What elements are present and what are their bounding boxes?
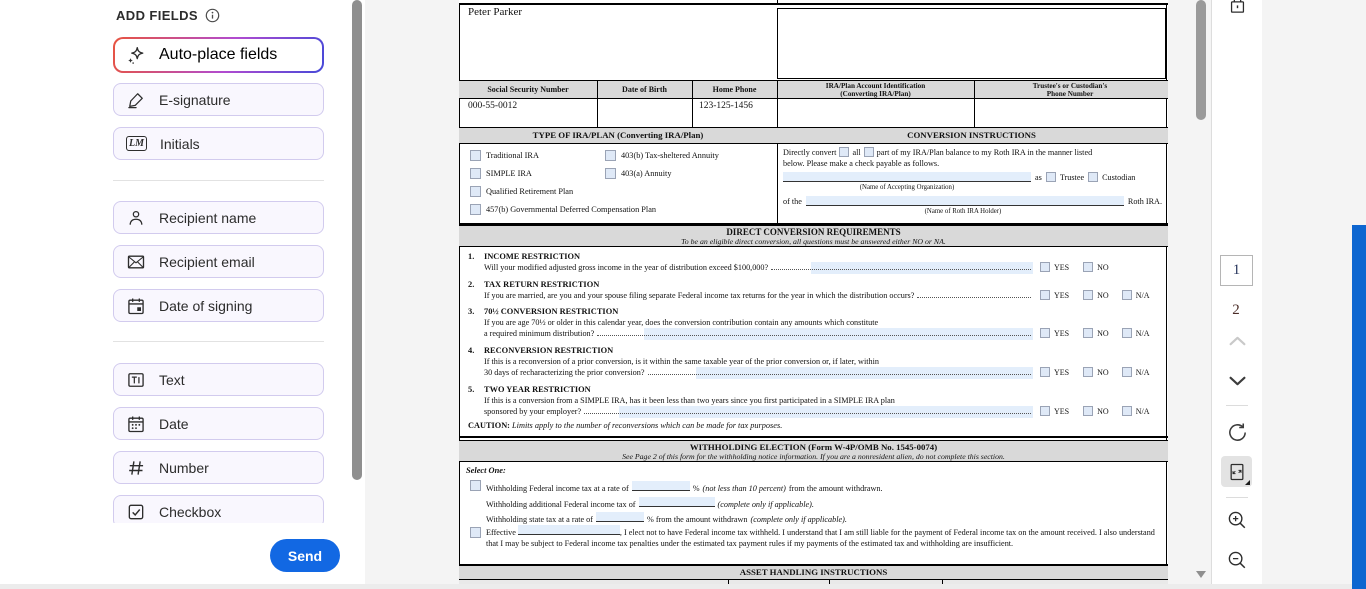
dotted-leader: [771, 269, 1031, 270]
col-header-trustee-line2: Phone Number: [1046, 89, 1094, 98]
initials-button[interactable]: [113, 127, 324, 160]
withholding-option2: [486, 497, 1136, 509]
q4-no-label: NO: [1097, 367, 1109, 377]
date-field-button[interactable]: [113, 407, 324, 440]
q2-title: TAX RETURN RESTRICTION: [484, 280, 600, 289]
number-field-button[interactable]: [113, 451, 324, 484]
select-one-label: Select One:: [466, 466, 506, 475]
col-header-dob: Date of Birth: [622, 85, 667, 94]
e-signature-label: E-signature: [159, 91, 231, 108]
q4-na-checkbox[interactable]: [1122, 367, 1132, 377]
q4-no-checkbox[interactable]: [1083, 367, 1093, 377]
q4-options: [1040, 367, 1149, 377]
info-icon[interactable]: [205, 8, 220, 23]
traditional-ira-label: Traditional IRA: [486, 151, 539, 160]
dotted-leader: [597, 335, 1031, 336]
simple-ira-label: SIMPLE IRA: [486, 169, 532, 178]
name-row-empty-cell: [777, 8, 1166, 79]
qualified-plan-label: Qualified Retirement Plan: [486, 187, 574, 196]
federal-rate-field[interactable]: [632, 481, 690, 491]
q1-yes-label: YES: [1054, 262, 1070, 272]
q5-text-line1: If this is a conversion from a SIMPLE IRA, has it been less than two years since you first participated in a SIMPLE IRA plan: [484, 396, 895, 405]
date-of-signing-button[interactable]: [113, 289, 324, 322]
opt1-pre: Withholding Federal income tax at a rate of: [486, 484, 629, 493]
opt3-italic: (complete only if applicable).: [750, 515, 847, 524]
403b-annuity-checkbox[interactable]: [605, 150, 616, 161]
caution-text: Limits apply to the number of reconversions which can be made for tax purposes.: [512, 421, 783, 430]
withholding-title: WITHHOLDING ELECTION (Form W-4P/OMB No. 1545-0074): [689, 442, 938, 452]
page-number-current[interactable]: [1220, 255, 1253, 286]
asset-title: ASSET HANDLING INSTRUCTIONS: [739, 567, 888, 577]
accepting-org-caption: (Name of Accepting Organization): [859, 184, 955, 191]
q2-question: [484, 291, 1034, 300]
account-holder-name: Peter Parker: [468, 6, 523, 18]
dotted-leader: [648, 374, 1032, 375]
auto-place-fields-button[interactable]: [113, 37, 324, 73]
q2-na-label: N/A: [1135, 290, 1150, 300]
403b-annuity-label: 403(b) Tax-sheltered Annuity: [621, 151, 719, 160]
recipient-name-label: Recipient name: [159, 209, 257, 226]
opt2-italic: (complete only if applicable).: [717, 500, 814, 509]
dotted-leader: [584, 413, 1031, 414]
403a-annuity-label: 403(a) Annuity: [621, 169, 672, 178]
q2-na-checkbox[interactable]: [1122, 290, 1132, 300]
q3-question: [484, 329, 1034, 338]
conversion-holder-line: [783, 196, 1162, 206]
q1-question: [484, 263, 1034, 272]
no-withholding-checkbox[interactable]: [470, 527, 481, 538]
convert-all-checkbox[interactable]: [839, 147, 849, 157]
zoom-in-icon[interactable]: [1212, 509, 1262, 531]
page-up-chevron-icon[interactable]: [1212, 336, 1262, 346]
text-field-label: Text: [159, 371, 185, 388]
qualified-plan-checkbox[interactable]: [470, 186, 481, 197]
q2-yes-checkbox[interactable]: [1040, 290, 1050, 300]
document-page: [459, 0, 1168, 589]
state-rate-field[interactable]: [596, 512, 644, 522]
q5-no-checkbox[interactable]: [1083, 406, 1093, 416]
q5-number: 5.: [468, 385, 475, 394]
lock-icon[interactable]: [1212, 0, 1262, 16]
q3-title: 70½ CONVERSION RESTRICTION: [484, 307, 619, 316]
recipient-email-label: Recipient email: [159, 253, 255, 270]
q3-yes-label: YES: [1054, 328, 1070, 338]
rail-divider: [1226, 497, 1248, 498]
q3-text-line2: a required minimum distribution?: [484, 329, 595, 338]
opt1-italic: (not less than 10 percent): [702, 484, 786, 493]
caution-line: [468, 421, 782, 430]
q4-title: RECONVERSION RESTRICTION: [484, 346, 614, 355]
403a-annuity-checkbox[interactable]: [605, 168, 616, 179]
simple-ira-checkbox[interactable]: [470, 168, 481, 179]
custodian-checkbox[interactable]: [1088, 172, 1098, 182]
col-header-ssn: Social Security Number: [487, 85, 569, 94]
page-number-2[interactable]: [1211, 302, 1261, 319]
add-fields-label: ADD FIELDS: [116, 8, 198, 23]
form-topline: [459, 3, 1168, 5]
fit-page-button[interactable]: [1221, 456, 1252, 487]
trustee-label: Trustee: [1059, 172, 1085, 182]
type-of-ira-header: TYPE OF IRA/PLAN (Converting IRA/Plan): [532, 130, 704, 140]
page2-label: 2: [1232, 302, 1240, 318]
as-label: as: [1035, 172, 1042, 182]
457b-plan-label: 457(b) Governmental Deferred Compensation Plan: [486, 205, 657, 214]
additional-federal-field[interactable]: [639, 497, 715, 507]
q1-no-checkbox[interactable]: [1083, 262, 1093, 272]
text-cursor-icon: [126, 370, 146, 390]
q5-yes-checkbox[interactable]: [1040, 406, 1050, 416]
convert-part-checkbox[interactable]: [864, 147, 874, 157]
calendar-signing-icon: [126, 296, 146, 316]
date-of-signing-label: Date of signing: [159, 297, 253, 314]
roth-holder-caption: (Name of Roth IRA Holder): [924, 208, 1002, 215]
col-header-ira-line1: IRA/Plan Account Identification: [825, 81, 926, 90]
withholding-option3: [486, 512, 1136, 524]
q2-number: 2.: [468, 280, 475, 289]
roth-ira-label: Roth IRA.: [1127, 196, 1162, 206]
send-label: Send: [287, 547, 323, 564]
opt1-pct: %: [692, 484, 700, 493]
q2-text: If you are married, are you and your spouse filing separate Federal income tax returns for the year in which the distribution occurs?: [484, 291, 915, 300]
custodian-label: Custodian: [1102, 172, 1136, 182]
q5-no-label: NO: [1097, 406, 1109, 416]
q3-no-label: NO: [1097, 328, 1109, 338]
q2-options: [1040, 290, 1149, 300]
conversion-instructions-header: CONVERSION INSTRUCTIONS: [907, 130, 1036, 140]
conversion-payee-line: [783, 172, 1162, 182]
col-header-trustee: [974, 82, 1166, 98]
withholding-rate-checkbox[interactable]: [470, 480, 481, 491]
q4-yes-checkbox[interactable]: [1040, 367, 1050, 377]
q1-yes-checkbox[interactable]: [1040, 262, 1050, 272]
zoom-out-icon[interactable]: [1212, 549, 1262, 571]
auto-place-sparkle-icon: [125, 45, 146, 66]
q2-yes-label: YES: [1054, 290, 1070, 300]
section-heavy-line: [459, 436, 1168, 438]
form-divider: [777, 0, 778, 3]
recipient-name-button[interactable]: [113, 201, 324, 234]
initials-lm-icon: LM: [126, 136, 147, 151]
q4-question: [484, 368, 1034, 377]
q1-number: 1.: [468, 252, 475, 261]
checkbox-field-label: Checkbox: [159, 503, 222, 520]
text-field-button[interactable]: [113, 363, 324, 396]
trustee-checkbox[interactable]: [1046, 172, 1056, 182]
withholding-subtitle: See Page 2 of this form for the withholding notice information. If you are a nonresident alien, do not complete this section.: [622, 452, 1005, 461]
e-signature-button[interactable]: [113, 83, 324, 116]
q5-yes-label: YES: [1054, 406, 1070, 416]
conversion-line1: [783, 147, 1162, 157]
col-header-ira: [777, 82, 974, 98]
sidebar-divider: [113, 341, 324, 342]
q1-title: INCOME RESTRICTION: [484, 252, 581, 261]
accepting-org-field[interactable]: [783, 172, 1031, 182]
number-field-label: Number: [159, 459, 209, 476]
q4-yes-label: YES: [1054, 367, 1070, 377]
col-header-phone: Home Phone: [712, 85, 757, 94]
col-header-trustee-line1: Trustee's or Custodian's: [1032, 81, 1108, 90]
q4-na-label: N/A: [1135, 367, 1150, 377]
q3-yes-checkbox[interactable]: [1040, 328, 1050, 338]
col-divider: [777, 80, 778, 223]
457b-plan-checkbox[interactable]: [470, 204, 481, 215]
of-the-label: of the: [783, 196, 802, 206]
dcr-subtitle: To be an eligible direct conversion, all questions must be answered either NO or NA.: [681, 237, 946, 246]
document-scrollbar[interactable]: [1196, 0, 1206, 120]
effective-date-field[interactable]: [518, 525, 620, 535]
page-navigation-rail: [1211, 0, 1262, 589]
q4-text-line1: If this is a reconversion of a prior conversion, is it within the same taxable year of the prior conversion or, if later, within: [484, 357, 879, 366]
initials-label: Initials: [160, 135, 200, 152]
hash-icon: [126, 458, 146, 478]
recipient-email-button[interactable]: [113, 245, 324, 278]
conversion-line2: below. Please make a check payable as follows.: [783, 159, 940, 168]
q3-number: 3.: [468, 307, 475, 316]
q3-options: [1040, 328, 1149, 338]
opt4-post: , I elect not to have Federal income tax withheld. I understand that I am still liable for the payment of Federal income tax on the amount received. I also understand that I may be subject to Federal income tax penalties under the estimated tax payment rules if my payments of the estimated tax and withholding are insufficient.: [486, 528, 1155, 548]
dotted-leader: [917, 297, 1031, 298]
q5-na-checkbox[interactable]: [1122, 406, 1132, 416]
page1-label: 1: [1232, 262, 1241, 278]
caution-label: CAUTION:: [468, 421, 510, 430]
q1-no-label: NO: [1097, 262, 1109, 272]
q2-no-checkbox[interactable]: [1083, 290, 1093, 300]
opt3-pre: Withholding state tax at a rate of: [486, 515, 593, 524]
dcr-title: DIRECT CONVERSION REQUIREMENTS: [726, 227, 901, 237]
rotate-icon[interactable]: [1212, 421, 1262, 444]
rail-divider: [1226, 405, 1248, 406]
opt2-pre: Withholding additional Federal income tax of: [486, 500, 636, 509]
q5-text-line2: sponsored by your employer?: [484, 407, 582, 416]
q3-na-label: N/A: [1135, 328, 1150, 338]
q5-options: [1040, 406, 1149, 416]
date-field-label: Date: [159, 415, 189, 432]
q3-na-checkbox[interactable]: [1122, 328, 1132, 338]
withholding-option4: [486, 525, 1162, 549]
sidebar-divider: [113, 180, 324, 181]
q5-na-label: N/A: [1135, 406, 1150, 416]
blue-edge-panel: [1352, 225, 1366, 589]
phone-value: 123-125-1456: [699, 101, 753, 111]
roth-holder-field[interactable]: [806, 196, 1124, 206]
scroll-down-arrow-icon[interactable]: [1196, 571, 1206, 578]
withholding-option1: [486, 481, 1136, 493]
q5-title: TWO YEAR RESTRICTION: [484, 385, 591, 394]
conversion-line1-pre: Directly convert: [783, 147, 837, 157]
auto-place-fields-label: Auto-place fields: [159, 46, 278, 63]
q1-options: [1040, 262, 1109, 272]
checkbox-icon: [126, 502, 146, 522]
q3-no-checkbox[interactable]: [1083, 328, 1093, 338]
traditional-ira-checkbox[interactable]: [470, 150, 481, 161]
sidebar-scrollbar[interactable]: [352, 0, 362, 480]
person-icon: [126, 208, 146, 228]
fit-page-dropdown-indicator: [1245, 480, 1250, 485]
envelope-icon: [126, 252, 146, 272]
send-button[interactable]: [270, 539, 340, 572]
q1-text: Will your modified adjusted gross income in the year of distribution exceed $100,000?: [484, 263, 769, 272]
opt1-post: from the amount withdrawn.: [788, 484, 883, 493]
calendar-icon: [126, 414, 146, 434]
q4-number: 4.: [468, 346, 475, 355]
opt3-post: % from the amount withdrawn: [646, 515, 748, 524]
e-signature-pen-icon: [126, 90, 146, 110]
q3-text-line1: If you are age 70½ or older in this calendar year, does the conversion contribution contain any amounts which constitute: [484, 318, 879, 327]
opt4-pre: Effective: [486, 528, 516, 537]
add-fields-header: [116, 8, 220, 23]
convert-all-label: all: [852, 147, 861, 157]
page-down-chevron-icon[interactable]: [1212, 376, 1262, 386]
q5-question: [484, 407, 1034, 416]
add-fields-sidebar: [0, 0, 365, 589]
ssn-value: 000-55-0012: [468, 101, 518, 111]
col-header-ira-line2: (Converting IRA/Plan): [840, 89, 911, 98]
conversion-line1-post: part of my IRA/Plan balance to my Roth IRA in the manner listed: [876, 147, 1093, 157]
q2-no-label: NO: [1097, 290, 1109, 300]
window-bottom-strip: [0, 584, 1352, 589]
q4-text-line2: 30 days of recharacterizing the prior conversion?: [484, 368, 645, 377]
